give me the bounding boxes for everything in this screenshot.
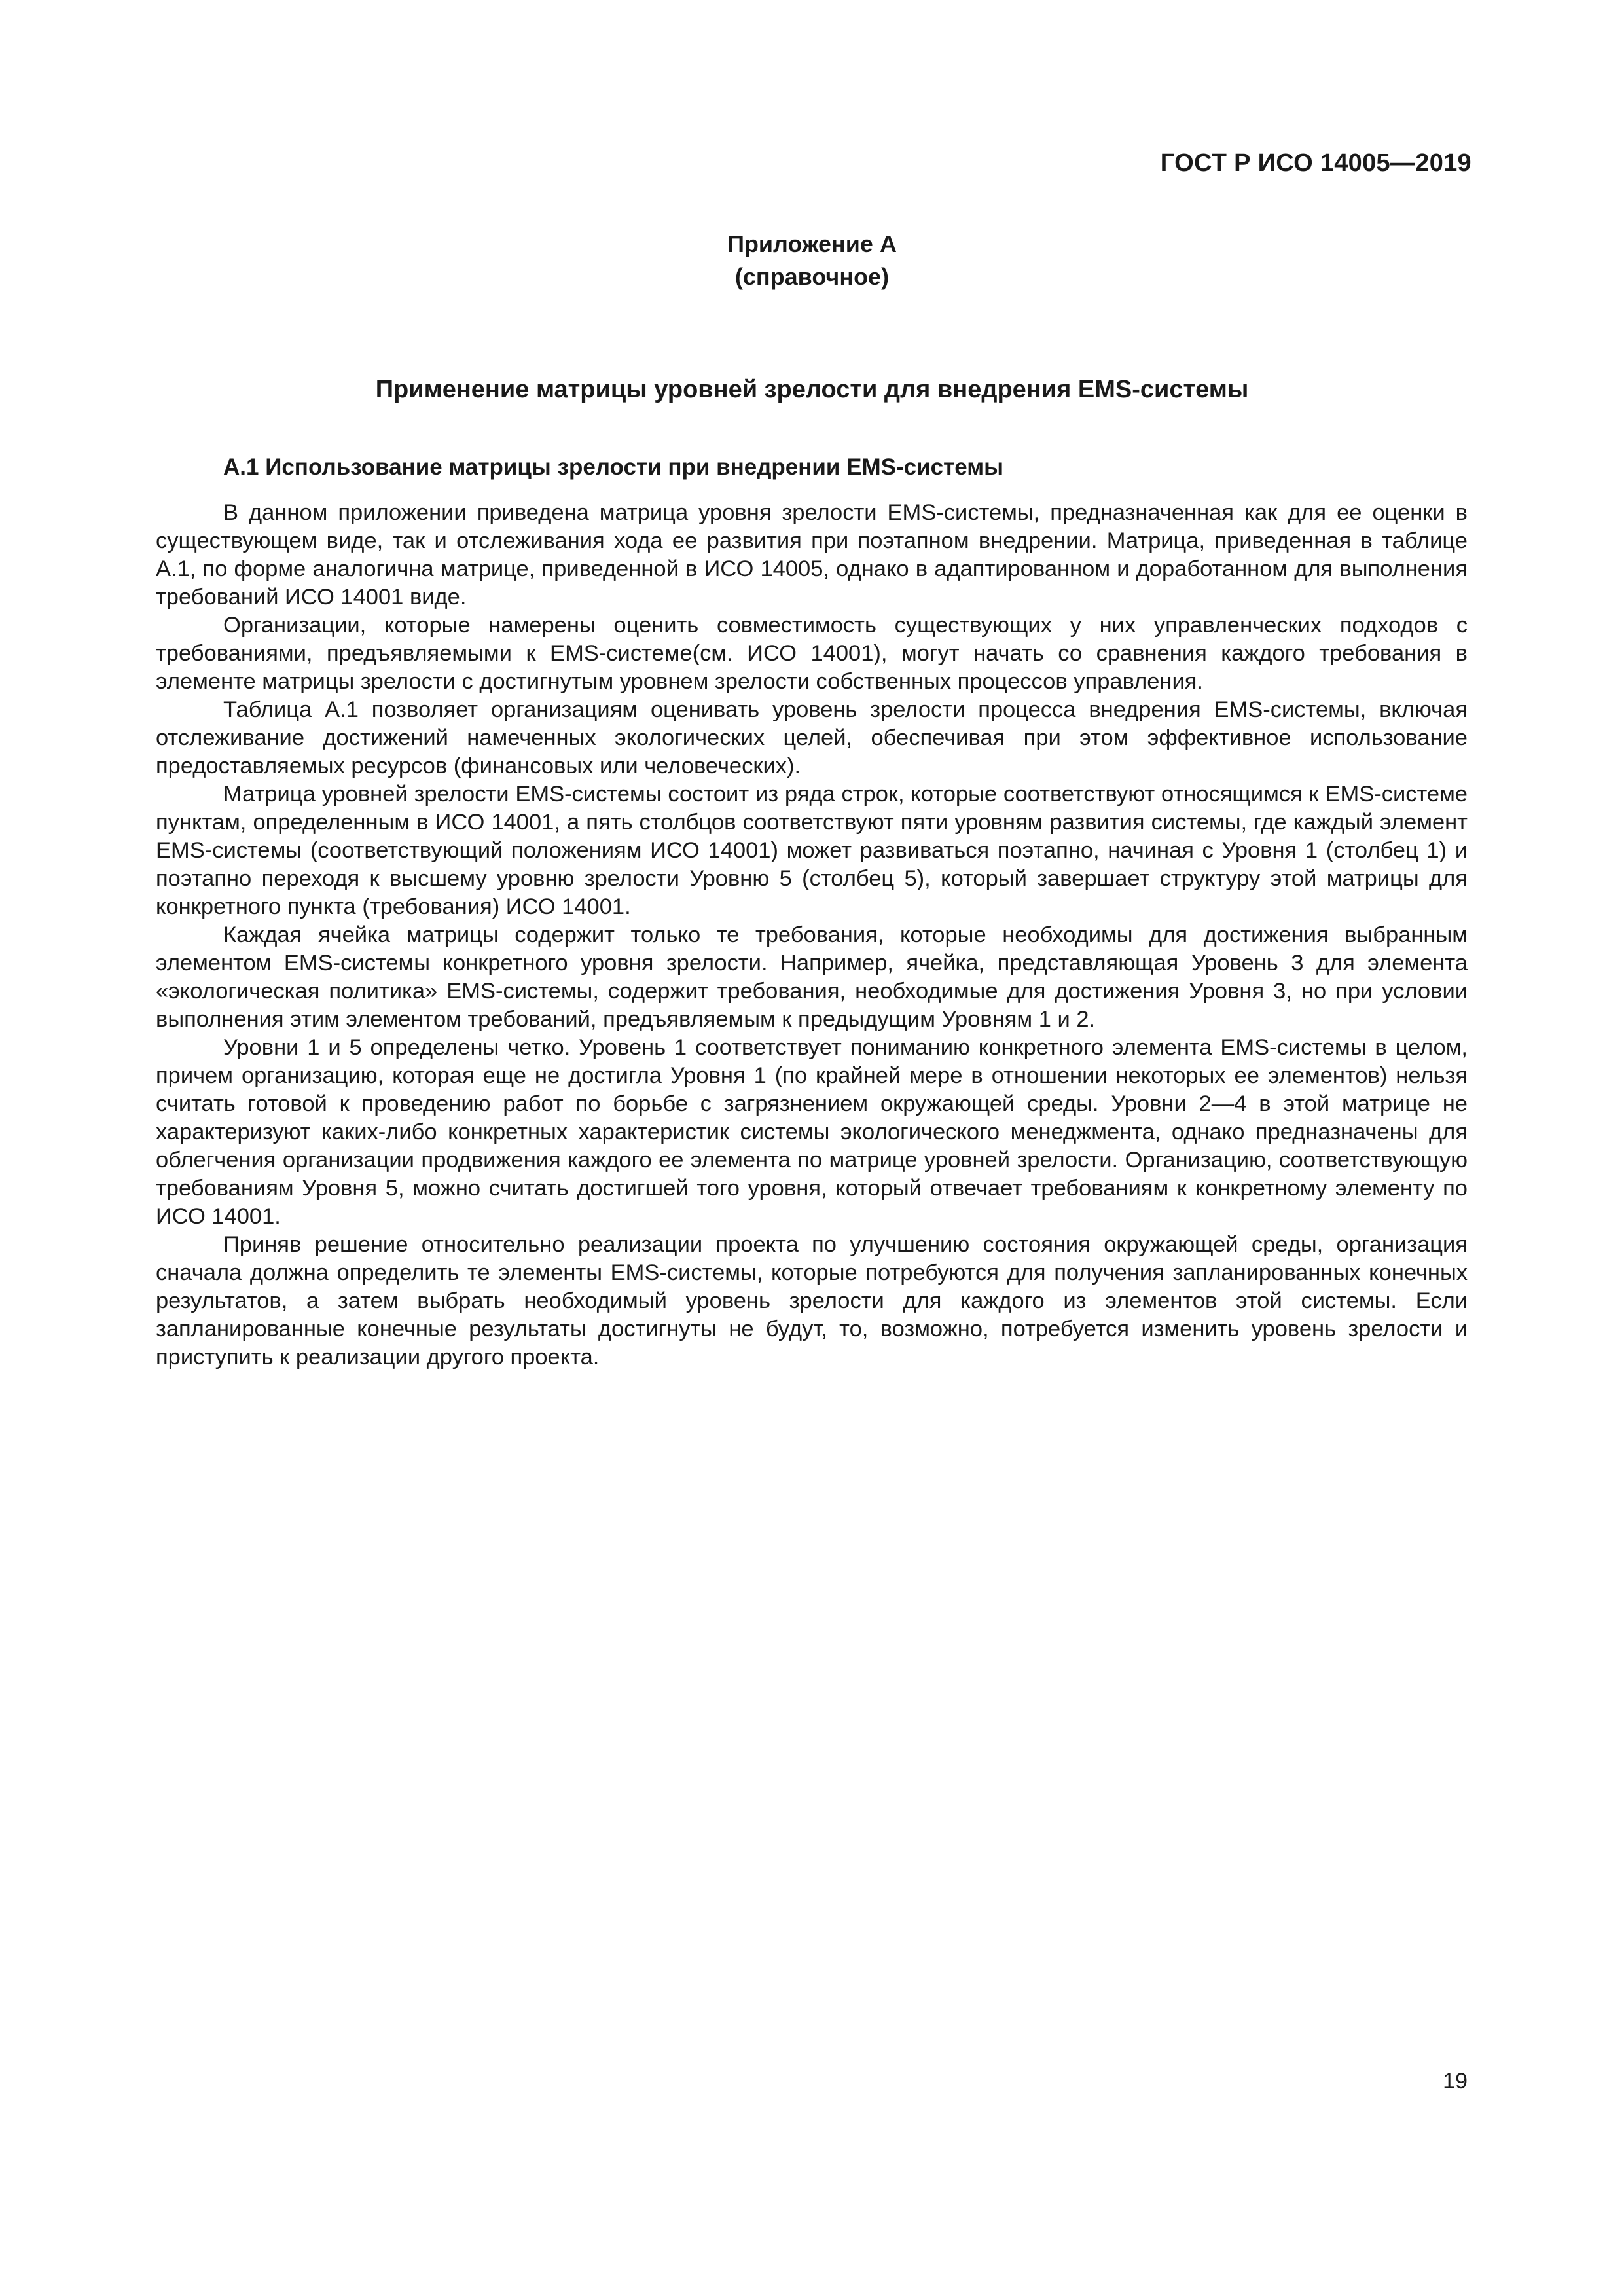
annex-title: Приложение А <box>727 230 897 257</box>
paragraph-3: Таблица А.1 позволяет организациям оценивать уровень зрелости процесса внедрения EMS-системы, включая отслеживание достижений намеченных экологических целей, обеспечивая при этом эффективное использование предоставляемых ресурсов (финансовых или человеческих). <box>156 697 1468 778</box>
page-number: 19 <box>1443 2069 1468 2094</box>
paragraph-2: Организации, которые намерены оценить совместимость существующих у них управленческих подходов с требованиями, предъявляемыми к EMS-системе(см. ИСО 14001), могут начать со сравнения каждого требования в элементе матрицы зрелости с достигнутым уровнем зрелости собственных процессов управления. <box>156 613 1468 694</box>
main-title: Применение матрицы уровней зрелости для внедрения EMS-системы <box>375 376 1249 403</box>
annex-subtitle: (справочное) <box>734 263 890 290</box>
paragraph-6: Уровни 1 и 5 определены четко. Уровень 1 соответствует пониманию конкретного элемента EMS-системы в целом, причем организацию, которая еще не достигла Уровня 1 (по крайней мере в отношении некоторых ее элементов) нельзя считать готовой к проведению работ по борьбе с загрязнением окружающей среды. Уровни 2—4 в этой матрице не характеризуют каких-либо конкретных характеристик системы экологического менеджмента, однако предназначены для облегчения организации продвижения каждого ее элемента по матрице уровней зрелости. Организацию, соответствующую требованиям Уровня 5, можно считать достигшей того уровня, который отвечает требованиям к конкретному элементу по ИСО 14001. <box>156 1035 1468 1229</box>
paragraph-1: В данном приложении приведена матрица уровня зрелости EMS-системы, предназначенная как для ее оценки в существующем виде, так и отслеживания хода ее развития при поэтапном внедрении. Матрица, приведенная в таблице А.1, по форме аналогична матрице, приведенной в ИСО 14005, однако в адаптированном и доработанном для выполнения требований ИСО 14001 виде. <box>156 500 1468 610</box>
paragraph-5: Каждая ячейка матрицы содержит только те требования, которые необходимы для достижения выбранным элементом EMS-системы конкретного уровня зрелости. Например, ячейка, представляющая Уровень 3 для элемента «экологическая политика» EMS-системы, содержит требования, необходимые для достижения Уровня 3, но при условии выполнения этим элементом требований, предъявляемым к предыдущим Уровням 1 и 2. <box>156 922 1468 1032</box>
paragraph-7: Приняв решение относительно реализации проекта по улучшению состояния окружающей среды, организация сначала должна определить те элементы EMS-системы, которые потребуются для получения запланированных конечных результатов, а затем выбрать необходимый уровень зрелости для каждого из элементов этой системы. Если запланированные конечные результаты достигнуты не будут, то, возможно, потребуется изменить уровень зрелости и приступить к реализации другого проекта. <box>156 1232 1468 1370</box>
section-title: А.1 Использование матрицы зрелости при внедрении EMS-системы <box>223 454 1004 480</box>
document-code: ГОСТ Р ИСО 14005—2019 <box>1160 149 1471 177</box>
annex-heading <box>0 228 1624 293</box>
section-content <box>156 452 1468 1372</box>
paragraph-4: Матрица уровней зрелости EMS-системы состоит из ряда строк, которые соответствуют относящимся к EMS-системе пунктам, определенным в ИСО 14001, а пять столбцов соответствуют пяти уровням развития системы, где каждый элемент EMS-системы (соответствующий положениям ИСО 14001) может развиваться поэтапно, начиная с Уровня 1 (столбец 1) и поэтапно переходя к высшему уровню зрелости Уровню 5 (столбец 5), который завершает структуру этой матрицы для конкретного пункта (требования) ИСО 14001. <box>156 782 1468 919</box>
